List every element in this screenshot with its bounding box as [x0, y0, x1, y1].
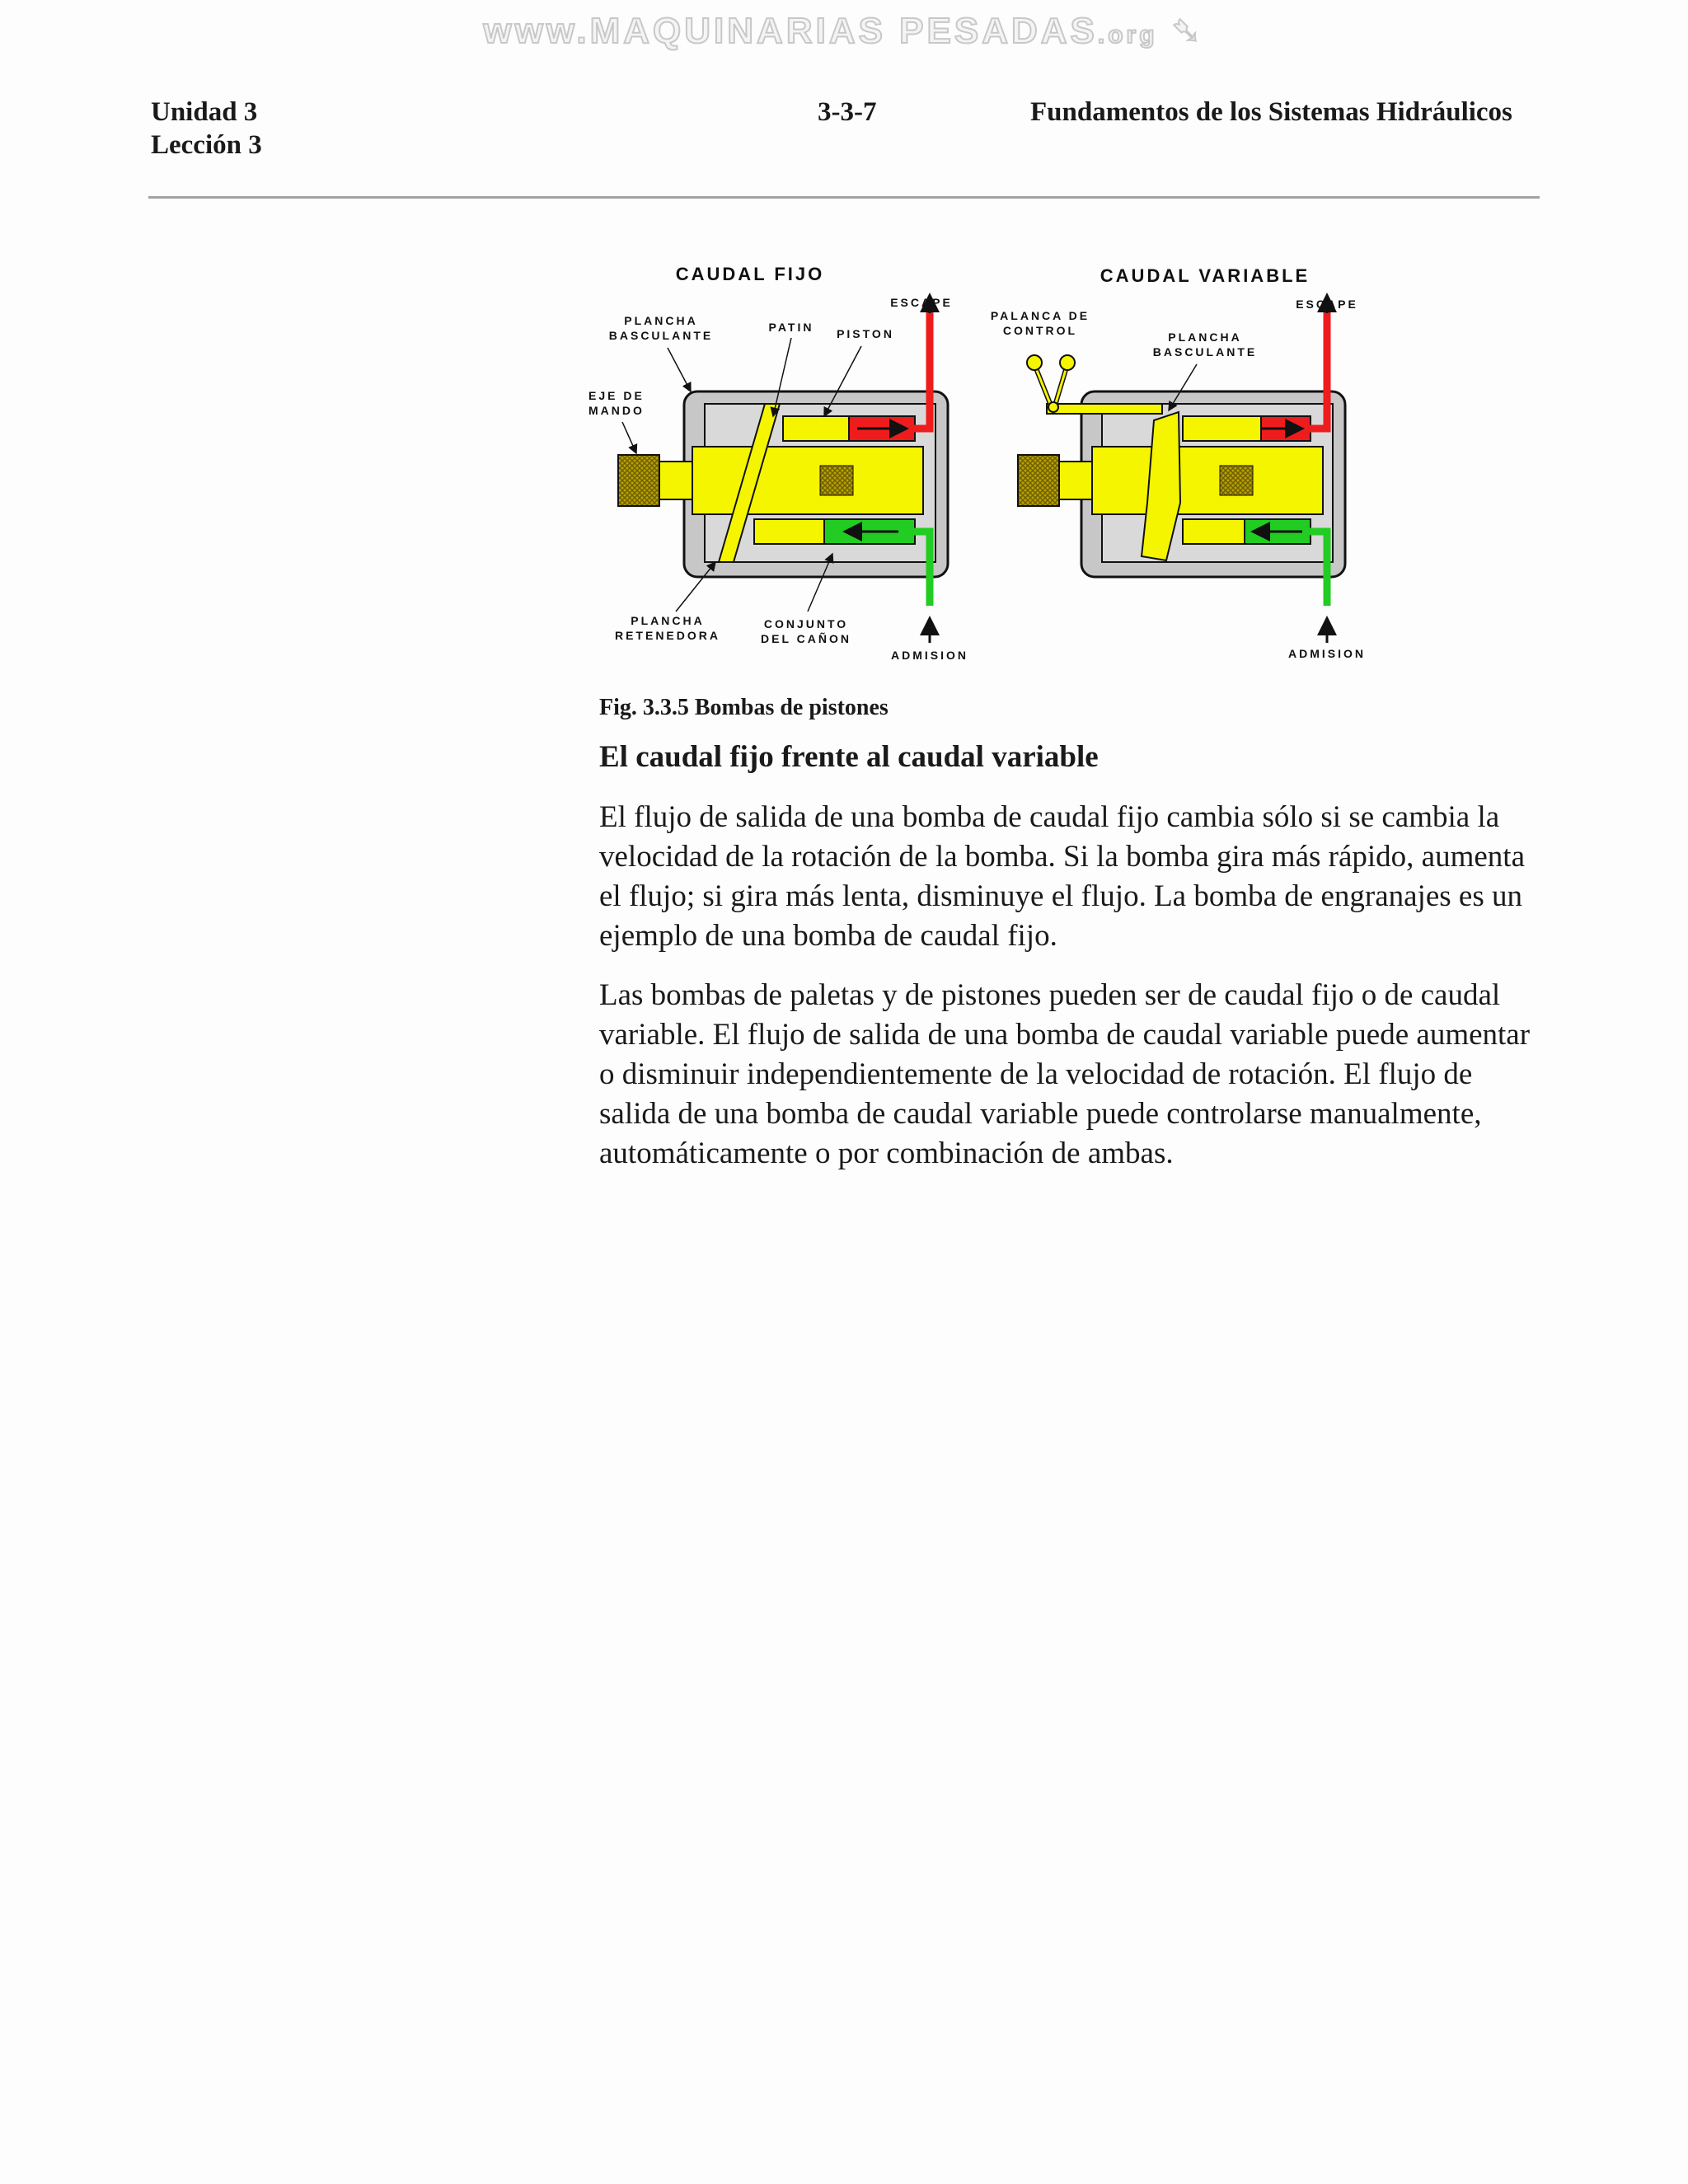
watermark-suffix: .org — [1097, 21, 1158, 49]
piston-pump-figure — [585, 255, 1393, 684]
variable-drive-shaft-spline — [1018, 455, 1059, 506]
paragraph: El flujo de salida de una bomba de caudal fijo cambia sólo si se cambia la velocidad de la rotación de la bomba. Si la bomba gira más rápido, aumenta el flujo; si gira más lenta, disminuye el flujo. La bomba de engranajes es un ejemplo de una bomba de caudal fijo. — [599, 800, 1525, 953]
fixed-barrel-spline — [820, 466, 853, 495]
fixed-piston-bottom — [754, 519, 832, 544]
control-lever-knob-2 — [1060, 355, 1075, 370]
variable-swashplate-label-1: PLANCHA — [1168, 330, 1242, 344]
variable-swashplate-label-2: BASCULANTE — [1152, 345, 1258, 359]
fixed-barrel-label-1: CONJUNTO — [763, 617, 849, 630]
cursor-arrow-icon: ➷ — [1157, 11, 1205, 51]
fixed-piston-label: PISTON — [837, 327, 894, 340]
fixed-barrel — [692, 447, 923, 514]
variable-outlet-label: ESCAPE — [1296, 298, 1358, 311]
fixed-drive-shaft — [659, 462, 692, 499]
variable-pump-title: CAUDAL VARIABLE — [1100, 265, 1311, 286]
fixed-drive-shaft-spline — [618, 455, 659, 506]
fixed-outlet-label: ESCAPE — [890, 296, 953, 309]
fixed-shaft-label-1: EJE DE — [588, 389, 645, 402]
paragraph: Las bombas de paletas y de pistones pueden ser de caudal fijo o de caudal variable. El flujo de salida de una bomba de caudal variable puede aumentar o disminuir independientemente de la velocidad de rotación. El flujo de salida de una bomba de caudal variable puede controlarse manualmente, automáticamente o por combinación de ambas. — [599, 978, 1531, 1170]
watermark-text: www.MAQUINARIAS PESADAS — [483, 11, 1098, 51]
section-title: El caudal fijo frente al caudal variable — [599, 740, 1099, 774]
fixed-shoe-label: PATIN — [768, 321, 814, 334]
control-lever-knob-1 — [1027, 355, 1042, 370]
variable-lever-label-2: CONTROL — [1002, 324, 1078, 337]
fixed-retainer-label-1: PLANCHA — [631, 614, 705, 627]
fixed-retainer-label-2: RETENEDORA — [614, 629, 721, 642]
header-divider — [148, 196, 1540, 199]
header-page-number: 3-3-7 — [818, 97, 877, 127]
variable-barrel-spline — [1220, 466, 1253, 495]
header-lesson: Lección 3 — [151, 130, 262, 160]
control-lever — [1027, 355, 1162, 414]
watermark — [0, 10, 1688, 52]
variable-displacement-pump — [991, 265, 1366, 660]
control-lever-bar — [1047, 404, 1162, 414]
fixed-swashplate-label-1: PLANCHA — [624, 314, 698, 327]
fixed-shaft-label-2: MANDO — [588, 404, 645, 417]
figure-caption: Fig. 3.3.5 Bombas de pistones — [599, 695, 889, 720]
header-unit-lesson — [151, 96, 262, 162]
header-book-title: Fundamentos de los Sistemas Hidráulicos — [1030, 97, 1512, 127]
fixed-shaft-pointer — [622, 422, 636, 453]
fixed-displacement-pump — [588, 264, 968, 662]
control-lever-pivot — [1048, 402, 1058, 412]
variable-inlet-label: ADMISION — [1288, 647, 1366, 660]
variable-drive-shaft — [1059, 462, 1092, 499]
header-unit: Unidad 3 — [151, 97, 258, 127]
variable-barrel — [1092, 447, 1323, 514]
fixed-inlet-label: ADMISION — [891, 649, 968, 662]
variable-lever-label-1: PALANCA DE — [990, 309, 1090, 322]
fixed-swashplate-pointer — [668, 348, 691, 391]
fixed-pump-title: CAUDAL FIJO — [675, 264, 825, 284]
fixed-barrel-label-2: DEL CAÑON — [761, 632, 851, 645]
fixed-swashplate-label-2: BASCULANTE — [608, 329, 714, 342]
